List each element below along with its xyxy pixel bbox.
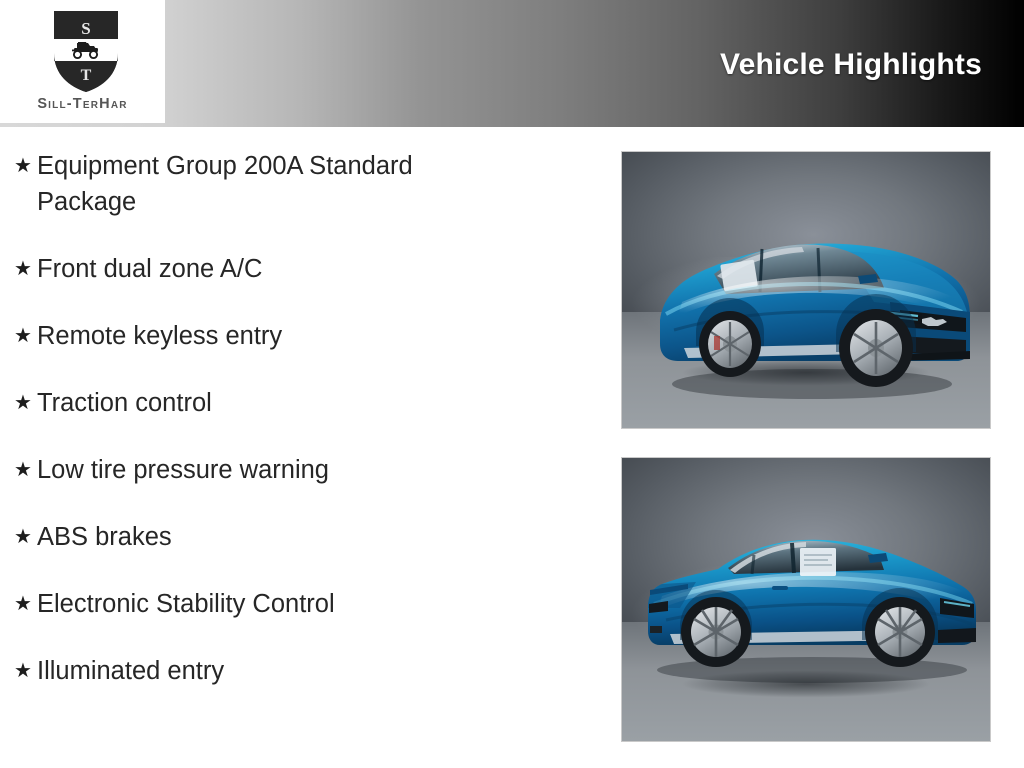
vehicle-photo-side-profile[interactable] <box>621 457 991 742</box>
vehicle-photo-front-three-quarter[interactable] <box>621 151 991 429</box>
list-item-label: Equipment Group 200A Standard Package <box>37 152 413 216</box>
list-item-label: Remote keyless entry <box>37 322 283 350</box>
list-item <box>10 519 570 555</box>
list-item-label: Electronic Stability Control <box>37 590 335 618</box>
list-item-label: Illuminated entry <box>37 657 225 685</box>
list-item <box>10 318 570 354</box>
star-bullet-icon: ★ <box>14 155 32 177</box>
star-bullet-icon: ★ <box>14 258 32 280</box>
car-side-profile-illustration <box>622 458 990 741</box>
star-bullet-icon: ★ <box>14 325 32 347</box>
dealer-wordmark: Sill-TerHar <box>37 96 128 112</box>
svg-text:S: S <box>81 19 91 38</box>
list-item-label: Traction control <box>37 389 212 417</box>
list-item <box>10 148 570 220</box>
front-wheel <box>839 309 913 387</box>
list-item <box>10 653 570 689</box>
front-wheel <box>865 597 935 667</box>
star-bullet-icon: ★ <box>14 459 32 481</box>
svg-text:T: T <box>80 67 92 84</box>
star-bullet-icon: ★ <box>14 526 32 548</box>
rear-wheel <box>699 311 761 377</box>
car-front-three-quarter-illustration <box>622 152 990 428</box>
list-item <box>10 251 570 287</box>
list-item-label: Low tire pressure warning <box>37 456 329 484</box>
dealer-logo <box>0 0 165 123</box>
list-item-label: ABS brakes <box>37 523 172 551</box>
list-item <box>10 586 570 622</box>
list-item <box>10 452 570 488</box>
list-item-label: Front dual zone A/C <box>37 255 263 283</box>
star-bullet-icon: ★ <box>14 593 32 615</box>
shield-emblem-icon <box>50 7 122 95</box>
star-bullet-icon: ★ <box>14 392 32 414</box>
rear-wheel <box>681 597 751 667</box>
star-bullet-icon: ★ <box>14 660 32 682</box>
page-title: Vehicle Highlights <box>720 48 982 81</box>
vehicle-highlights-list <box>10 148 570 720</box>
list-item <box>10 385 570 421</box>
